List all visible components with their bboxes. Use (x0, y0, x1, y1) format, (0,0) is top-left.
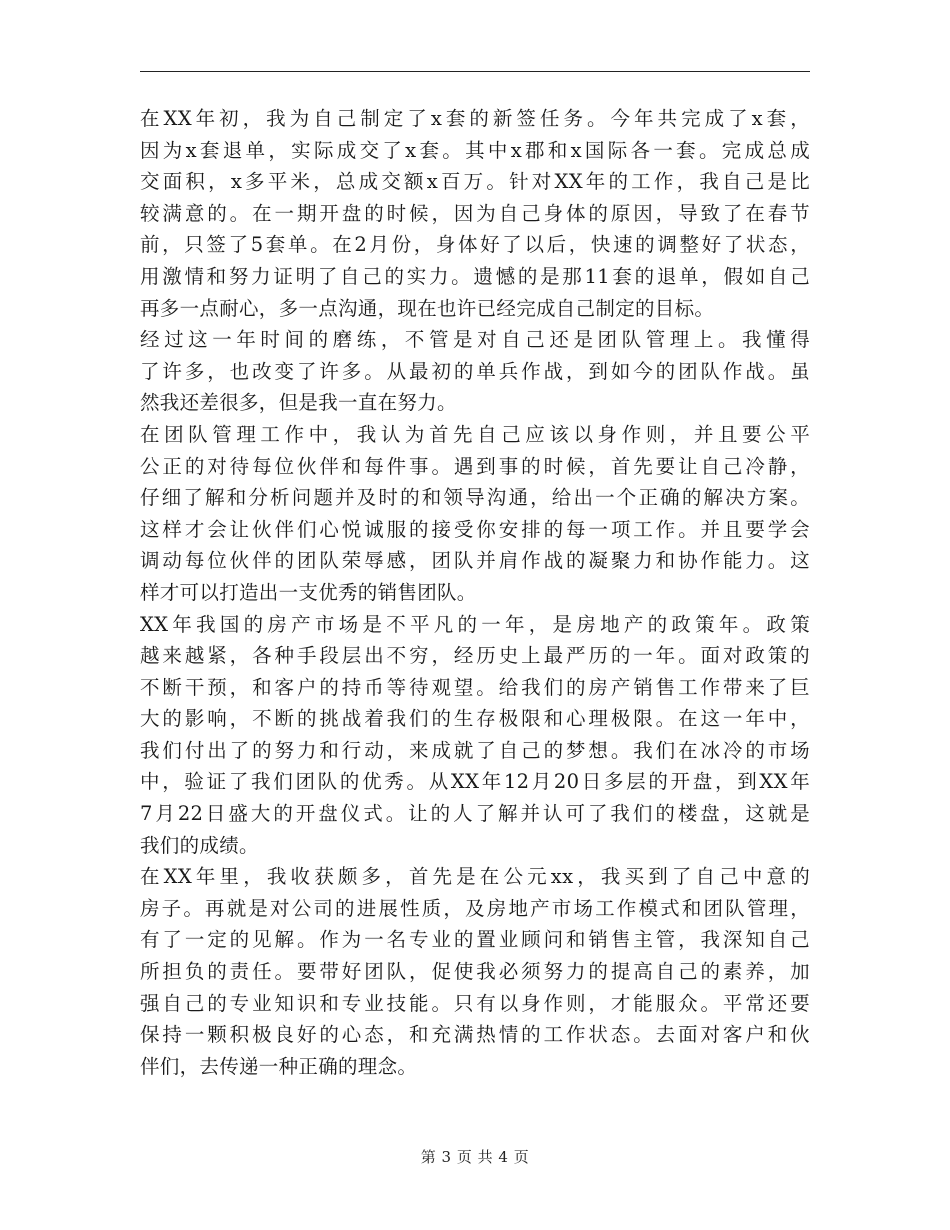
text-line: 了许多，也改变了许多。从最初的单兵作战，到如今的团队作战。虽 (140, 359, 810, 383)
page-number-footer: 第 3 页 共 4 页 (420, 1148, 530, 1166)
text-line: 大的影响，不断的挑战着我们的生存极限和心理极限。在这一年中， (140, 707, 810, 731)
text-line: 经过这一年时间的磨练，不管是对自己还是团队管理上。我懂得 (140, 328, 810, 352)
text-line: 这样才会让伙伴们心悦诚服的接受你安排的每一项工作。并且要学会 (140, 517, 810, 541)
document-body (140, 103, 810, 1082)
text-line: 越来越紧，各种手段层出不穷，经历史上最严历的一年。面对政策的 (140, 644, 810, 668)
text-line: 仔细了解和分析问题并及时的和领导沟通，给出一个正确的解决方案。 (140, 486, 810, 510)
text-line: 房子。再就是对公司的进展性质，及房地产市场工作模式和团队管理， (140, 896, 810, 920)
text-line: 在XX年初，我为自己制定了x套的新签任务。今年共完成了x套， (140, 107, 810, 130)
text-line: 保持一颗积极良好的心态，和充满热情的工作状态。去面对客户和伙 (140, 1023, 810, 1047)
text-line: XX年我国的房产市场是不平凡的一年，是房地产的政策年。政策 (140, 612, 810, 636)
text-line: 所担负的责任。要带好团队，促使我必须努力的提高自己的素养，加 (140, 960, 810, 984)
text-line: 交面积，x多平米，总成交额x百万。针对XX年的工作，我自己是比 (140, 170, 810, 194)
text-line: 在团队管理工作中，我认为首先自己应该以身作则，并且要公平 (140, 422, 810, 446)
text-line: 我们付出了的努力和行动，来成就了自己的梦想。我们在冰冷的市场 (140, 738, 810, 762)
header-divider (140, 71, 810, 72)
text-line: 调动每位伙伴的团队荣辱感，团队并肩作战的凝聚力和协作能力。这 (140, 549, 810, 573)
text-line: 然我还差很多，但是我一直在努力。 (140, 391, 457, 415)
text-line: 我们的成绩。 (140, 833, 259, 857)
text-line: 有了一定的见解。作为一名专业的置业顾问和销售主管，我深知自己 (140, 928, 810, 952)
text-line: 在XX年里，我收获颇多，首先是在公元xx，我买到了自己中意的 (140, 865, 810, 889)
text-line: 伴们，去传递一种正确的理念。 (140, 1054, 418, 1078)
text-line: 较满意的。在一期开盘的时候，因为自己身体的原因，导致了在春节 (140, 201, 810, 225)
text-line: 前，只签了5套单。在2月份，身体好了以后，快速的调整好了状态， (140, 233, 810, 257)
text-line: 用激情和努力证明了自己的实力。遗憾的是那11套的退单，假如自己 (140, 264, 810, 288)
text-line: 样才可以打造出一支优秀的销售团队。 (140, 580, 477, 604)
text-line: 中，验证了我们团队的优秀。从XX年12月20日多层的开盘，到XX年 (140, 770, 810, 794)
text-line: 因为x套退单，实际成交了x套。其中x郡和x国际各一套。完成总成 (140, 138, 810, 162)
text-line: 再多一点耐心，多一点沟通，现在也许已经完成自己制定的目标。 (140, 296, 715, 320)
text-line: 强自己的专业知识和专业技能。只有以身作则，才能服众。平常还要 (140, 991, 810, 1015)
text-line: 7月22日盛大的开盘仪式。让的人了解并认可了我们的楼盘，这就是 (140, 802, 810, 826)
text-line: 公正的对待每位伙伴和每件事。遇到事的时候，首先要让自己冷静， (140, 454, 810, 478)
text-line: 不断干预，和客户的持币等待观望。给我们的房产销售工作带来了巨 (140, 675, 810, 699)
